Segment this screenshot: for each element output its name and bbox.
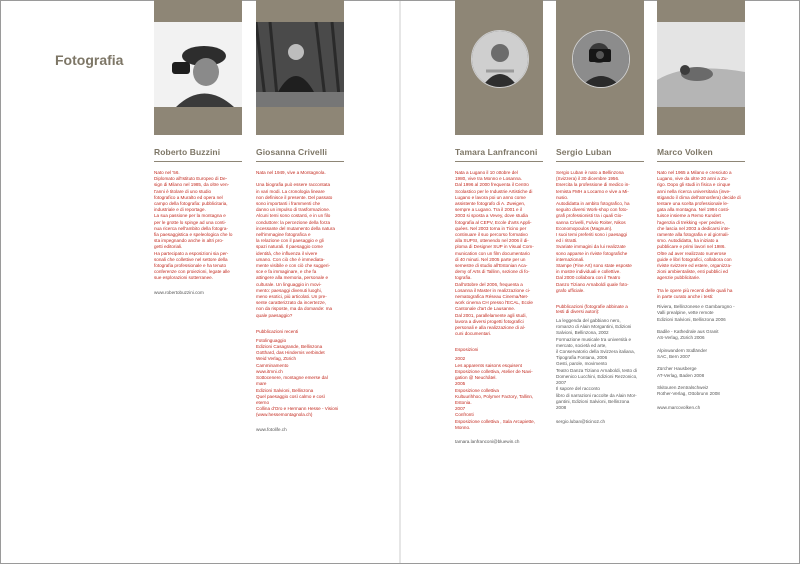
portrait-photo <box>657 22 745 107</box>
biography-text: Nata a Lugano il 10 ottobre del 1980, vive tra Monno e Losanna. Dal 1996 al 2000 frequenta il Centro Scolastico per le Industrie Artistiche di Lugano e lavora poi un anno come assistente fotografo di A. Zweigen, sempre a Lugano. Tra il 2001 e il 2003 si sposta a Vevey, dove studia fotografia al CEPV, Ecole d'arts Appli- quées. Nel 2003 torna in Ticino per continuare il suo percorso formativo alla SUPSI, ottenendo nel 2006 il di- ploma di Designer SUP in Visual Com- munication con un film documentario di 40 minuti. Nel 2005 parte per un semestre di studio all'Estonian Aca- demy of Arts di Tallinn, sezione di fo- tografia. Dall'ottobre del 2006, frequenta a Losanna il Master in realizzazione ci- nematografica Réseau Cinema/Net- work cinema CH presso l'ECAL, Ecole Cantonale d'art de Lausanne. Dal 2001, parallelamente agli studi, lavora a diversi progetti fotografici personali e alla realizzazione di al- cuni documentari. <box>455 170 534 337</box>
photographer-name: Giosanna Crivelli <box>256 147 328 157</box>
portrait-photo <box>471 30 529 88</box>
biography-text: Nato nel '56. Diplomato all'Istituto Europeo di De- sign di Milano nel 1985, da oltre ven- t'anni è titolare di uno studio fotografico a Muralto ed opera nel campo della fotografia: pubblicitaria, industriale e di reportage. La sua passione per la montagna e per le grotte lo spinge ad una conti- nua ricerca nell'ambito della fotogra- fia paesaggistica e speleologica che lo sta impegnando anche in altri pro- getti editoriali. Ha partecipato a esposizioni sia per- sonali che collettive nel settore della fotografia professionale e ha tenuto conferenze con proiezioni, legate alle sue esplorazioni sotterranee. <box>154 170 233 281</box>
publications-heading: Pubblicazioni (fotografie abbinate a testi di diversi autori): <box>556 304 628 315</box>
biography-text: Sergio Luban è nato a Bellinzona (Svizzera) il 30 dicembre 1956. Esercita la professione di medico in- ternista FMH a Locarno e vive a Mi- nusio. Autodidatta in ambito fotografico, ha seguito diversi Work-shop con foto- grafi professionisti tra i quali Gio- sanna Crivelli, Fulvio Roiter, Nikos Economopoulos (Magnum). I suoi temi preferiti sono i paesaggi ed i ritratti. Svariate immagini da lui realizzate sono apparse in riviste fotografiche internazionali. Stampe (Fine Art) sono state esposte in mostre individuali e collettive. Dal 2000 collabora con il Teatro Danzo Tiziano Arnaboldi quale foto- grafo ufficiale. <box>556 170 632 293</box>
publications-heading: Pubblicazioni recenti <box>256 328 299 334</box>
header-band <box>657 0 745 135</box>
photographer-name: Roberto Buzzini <box>154 147 221 157</box>
photographer-column-crivelli <box>256 0 344 433</box>
photographer-column-volken <box>657 0 745 411</box>
name-rule <box>455 161 543 162</box>
portrait-photo <box>256 22 344 107</box>
section-title: Fotografia <box>55 52 124 68</box>
name-rule <box>256 161 344 162</box>
portrait-photo <box>572 30 630 88</box>
website-link[interactable]: www.marcovolken.ch <box>657 405 701 411</box>
name-rule <box>556 161 644 162</box>
website-link[interactable]: tamara.lanfranconi@bluewin.ch <box>455 438 520 444</box>
header-band <box>455 0 543 135</box>
publications-list: Riviera, Bellinzonese e Gambarogno - Valli prealpine, vette remote Edizioni Salvioni, Bellinzona 2006 Badile - Kathedrale aus Granit AS-Verlag, Zürich 2006 Alpinwandern Südländer SAC, Bern 2007 Zürcher Hausberge AT-Verlag, Baden 2008 Skitouren Zentralschweiz Rother-Verlag, Ottobrunn 2008 <box>657 304 735 397</box>
portrait-photo <box>154 22 242 107</box>
photographer-column-lanfranconi <box>455 0 543 445</box>
photographer-name: Marco Volken <box>657 147 713 157</box>
photographer-column-luban <box>556 0 644 425</box>
website-link[interactable]: www.fotolife.ch <box>256 426 287 432</box>
publications-list: La leggenda del gabbiano nero, romanzo di Alain Morgantini, Edizioni Salvioni, Bellinzona, 2002 Formazione musicale tra università e mercato, società ed arte, il Conservatorio della Svizzera italiana, Tipografia Fontana, 2006 Gesti, parole, movimento Teatro Danza Tiziano Arnaboldi, testo di Domenico Lucchini, Edizioni Rezzonico, 2007 Il sapore del racconto libro di narrazioni raccolte da Alain Mor- gantini, Edizioni Salvioni, Bellinzona 2008 <box>556 318 638 410</box>
name-rule <box>154 161 242 162</box>
name-rule <box>657 161 745 162</box>
exhibitions-heading: Esposizioni <box>455 347 479 353</box>
publications-list: Fotolinguaggio Edizioni Casagrande, Bellinzona Gotthard, das Hindernis verbindet Weid Verlag, Zürich Camminamento www.itmni.ch Sottocenere, montagne emerse dal mare Edizioni Salvioni, Bellinzona Quel paesaggio così calmo e così eterno Collina d'Oro e Hermann Hesse - Visioni (www.hessemontagnola.ch) <box>256 337 339 418</box>
photographer-name: Sergio Luban <box>556 147 612 157</box>
website-link[interactable]: www.robertobuzzini.com <box>154 289 204 295</box>
biography-text: Nata nel 1949, vive a Montagnola. Una biografia può essere raccontata in vari modi. La cronologia lineare non definisce il presente. Del passato sono importanti i frammenti che danno un impulso di trasformazione. Alcuni temi sono costanti, e in un filo conduttore: la percezione della forza incessante del mutamento della natura nell'immagine fotografica e la relazione con il paesaggio e gli spazi naturali. Il paesaggio come identità, che influenza il vivere umano. Con ciò che è immediata- mente visibile e con ciò che suggeri- sce e fa immaginare, e che fa attingere alla memoria, personale e culturale. Un linguaggio in movi- mento: paesaggi divenuti luoghi, meno esotici, più articolati. Un pre- sente caratterizzato da incertezze, non da risposte, ma da domande: ma quale paesaggio? <box>256 170 335 318</box>
header-band <box>556 0 644 135</box>
exhibitions-list: 2002 Les apparents saisons esquisent Esposizione collettiva, Atelier de Navi- gation @ Neuchâtel. 2005 Esposizione collettiva Kultuurihhoo, Polymer Factory, Tallinn, Estonia. 2007 Confronti Esposizione collettiva , Sala Arcapiette, Monno. <box>455 356 535 430</box>
header-band <box>154 0 242 135</box>
page-gutter <box>399 1 401 563</box>
photographer-name: Tamara Lanfranconi <box>455 147 538 157</box>
biography-text: Nato nel 1965 a Milano e cresciuto a Lugano, vive da oltre 20 anni a Zu- rigo. Dopo gli studi in fisica e cinque anni nella ricerca universitaria (inve- stigando il clima dell'atmosfera) decide di tentare una scelta professionale le- gata alla montagna. Nel 1994 costi- tuisce insieme a Remo Kundert l'agenzia di trekking «per pedes», che lascia nel 2003 a dedicarsi inte- ramente alla fotografia e al giornali- smo. Autodidatta, ha iniziato a pubblicare e primi lavori nel 1986. Oltre ad aver realizzato numerose guide e libri fotografici, collabora con riviste svizzere ed estere, organizza- zioni ambientaliste, enti pubblici ed agenzie pubblicitarie. Tra le opere più recenti delle quali ha in parte curato anche i testi: <box>657 170 741 300</box>
website-link[interactable]: sergio.luban@ticino2.ch <box>556 419 606 425</box>
photographer-column-buzzini <box>154 0 242 296</box>
header-band <box>256 0 344 135</box>
